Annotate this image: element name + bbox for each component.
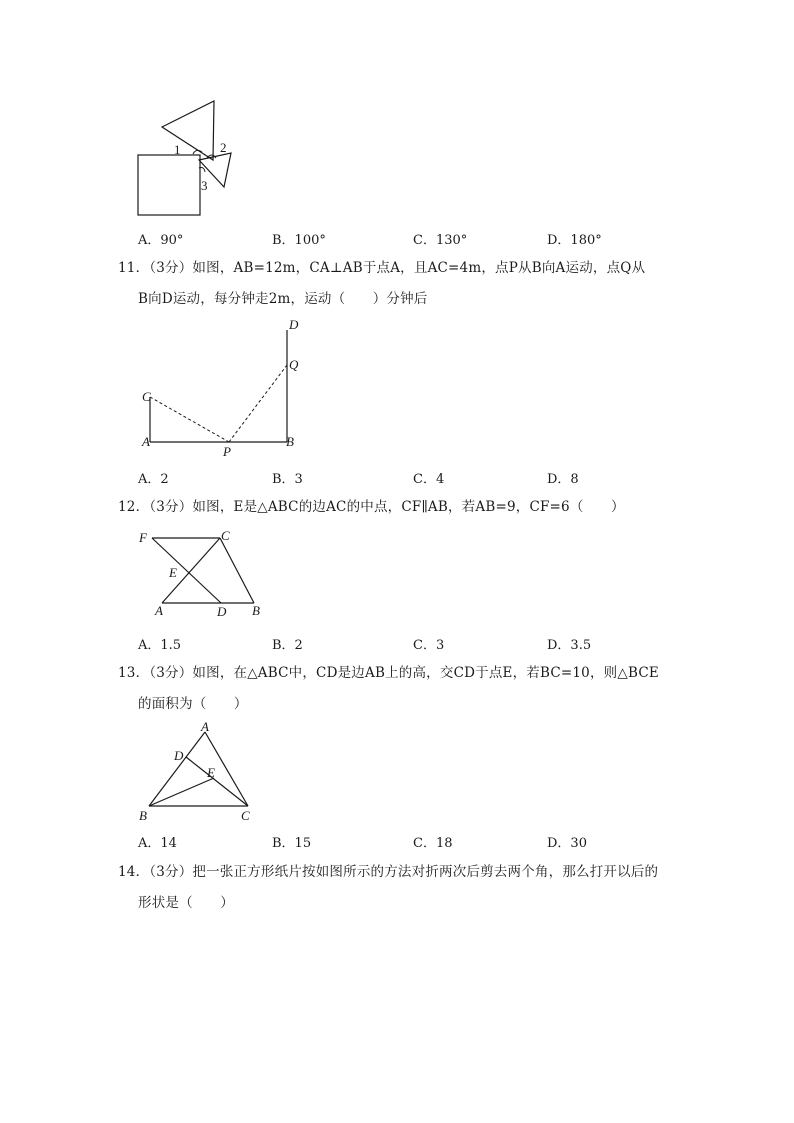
q11-text-line-1: 11．（3分）如图，AB=12m，CA⊥AB于点A，且AC=4m，点P从B向A运动，点Q从 xyxy=(118,260,646,276)
option-d: D．8 xyxy=(547,472,579,487)
angle-label-2: 2 xyxy=(220,140,227,155)
point-label-a: A xyxy=(201,719,209,734)
q12-options xyxy=(138,634,698,652)
point-label-a: A xyxy=(142,434,150,449)
point-label-a: A xyxy=(155,603,163,618)
q12-figure xyxy=(130,525,270,620)
dashed-cp xyxy=(150,397,229,442)
segment-be xyxy=(149,778,214,806)
q11-figure xyxy=(130,315,310,460)
q12-text-line-1: 12．（3分）如图，E是△ABC的边AC的中点，CF∥AB，若AB=9，CF=6（ ） xyxy=(118,499,625,515)
option-a: A．14 xyxy=(138,836,177,851)
segment-ab xyxy=(149,732,205,806)
square-shape xyxy=(138,155,200,215)
point-label-e: E xyxy=(169,565,177,580)
q13-text-line-1: 13．（3分）如图，在△ABC中，CD是边AB上的高，交CD于点E，若BC=10，则△BCE xyxy=(118,665,659,681)
option-c: C．130° xyxy=(413,233,468,248)
q14-text-line-2: 形状是（ ） xyxy=(138,895,234,911)
point-label-b: B xyxy=(139,808,147,823)
option-c: C．18 xyxy=(413,836,453,851)
option-b: B．15 xyxy=(272,836,312,851)
segment-cb xyxy=(220,538,254,603)
option-b: B．100° xyxy=(272,233,326,248)
q10-options xyxy=(138,229,698,247)
q11-text-line-2: B向D运动，每分钟走2m，运动（ ）分钟后 xyxy=(138,291,428,307)
point-label-d: D xyxy=(289,317,299,332)
q13-figure xyxy=(130,718,260,828)
option-a: A．90° xyxy=(138,233,184,248)
option-d: D．30 xyxy=(547,836,587,851)
q13-options xyxy=(138,832,698,850)
option-c: C．4 xyxy=(413,472,445,487)
point-label-c: C xyxy=(142,389,151,404)
angle-label-1: 1 xyxy=(174,142,181,157)
q14-text-line-1: 14．（3分）把一张正方形纸片按如图所示的方法对折两次后剪去两个角，那么打开以后的 xyxy=(118,864,659,880)
option-a: A．1.5 xyxy=(138,638,182,653)
point-label-e: E xyxy=(207,765,215,780)
q11-options xyxy=(138,468,698,486)
point-label-f: F xyxy=(139,530,147,545)
option-d: D．180° xyxy=(547,233,602,248)
point-label-d: D xyxy=(174,748,184,763)
q13-text-line-2: 的面积为（ ） xyxy=(138,696,248,712)
angle-label-3: 3 xyxy=(201,178,208,193)
option-b: B．2 xyxy=(272,638,303,653)
point-label-c: C xyxy=(221,528,230,543)
point-label-c: C xyxy=(241,808,250,823)
option-c: C．3 xyxy=(413,638,445,653)
large-triangle-shape xyxy=(162,101,214,160)
point-label-p: P xyxy=(223,444,231,459)
segment-cd xyxy=(186,757,248,806)
point-label-b: B xyxy=(252,603,260,618)
point-label-d: D xyxy=(217,604,227,619)
point-label-q: Q xyxy=(289,357,299,372)
option-b: B．3 xyxy=(272,472,303,487)
point-label-b: B xyxy=(286,434,294,449)
option-d: D．3.5 xyxy=(547,638,592,653)
option-a: A．2 xyxy=(138,472,169,487)
dashed-pq xyxy=(229,365,287,442)
q10-figure xyxy=(130,95,250,225)
